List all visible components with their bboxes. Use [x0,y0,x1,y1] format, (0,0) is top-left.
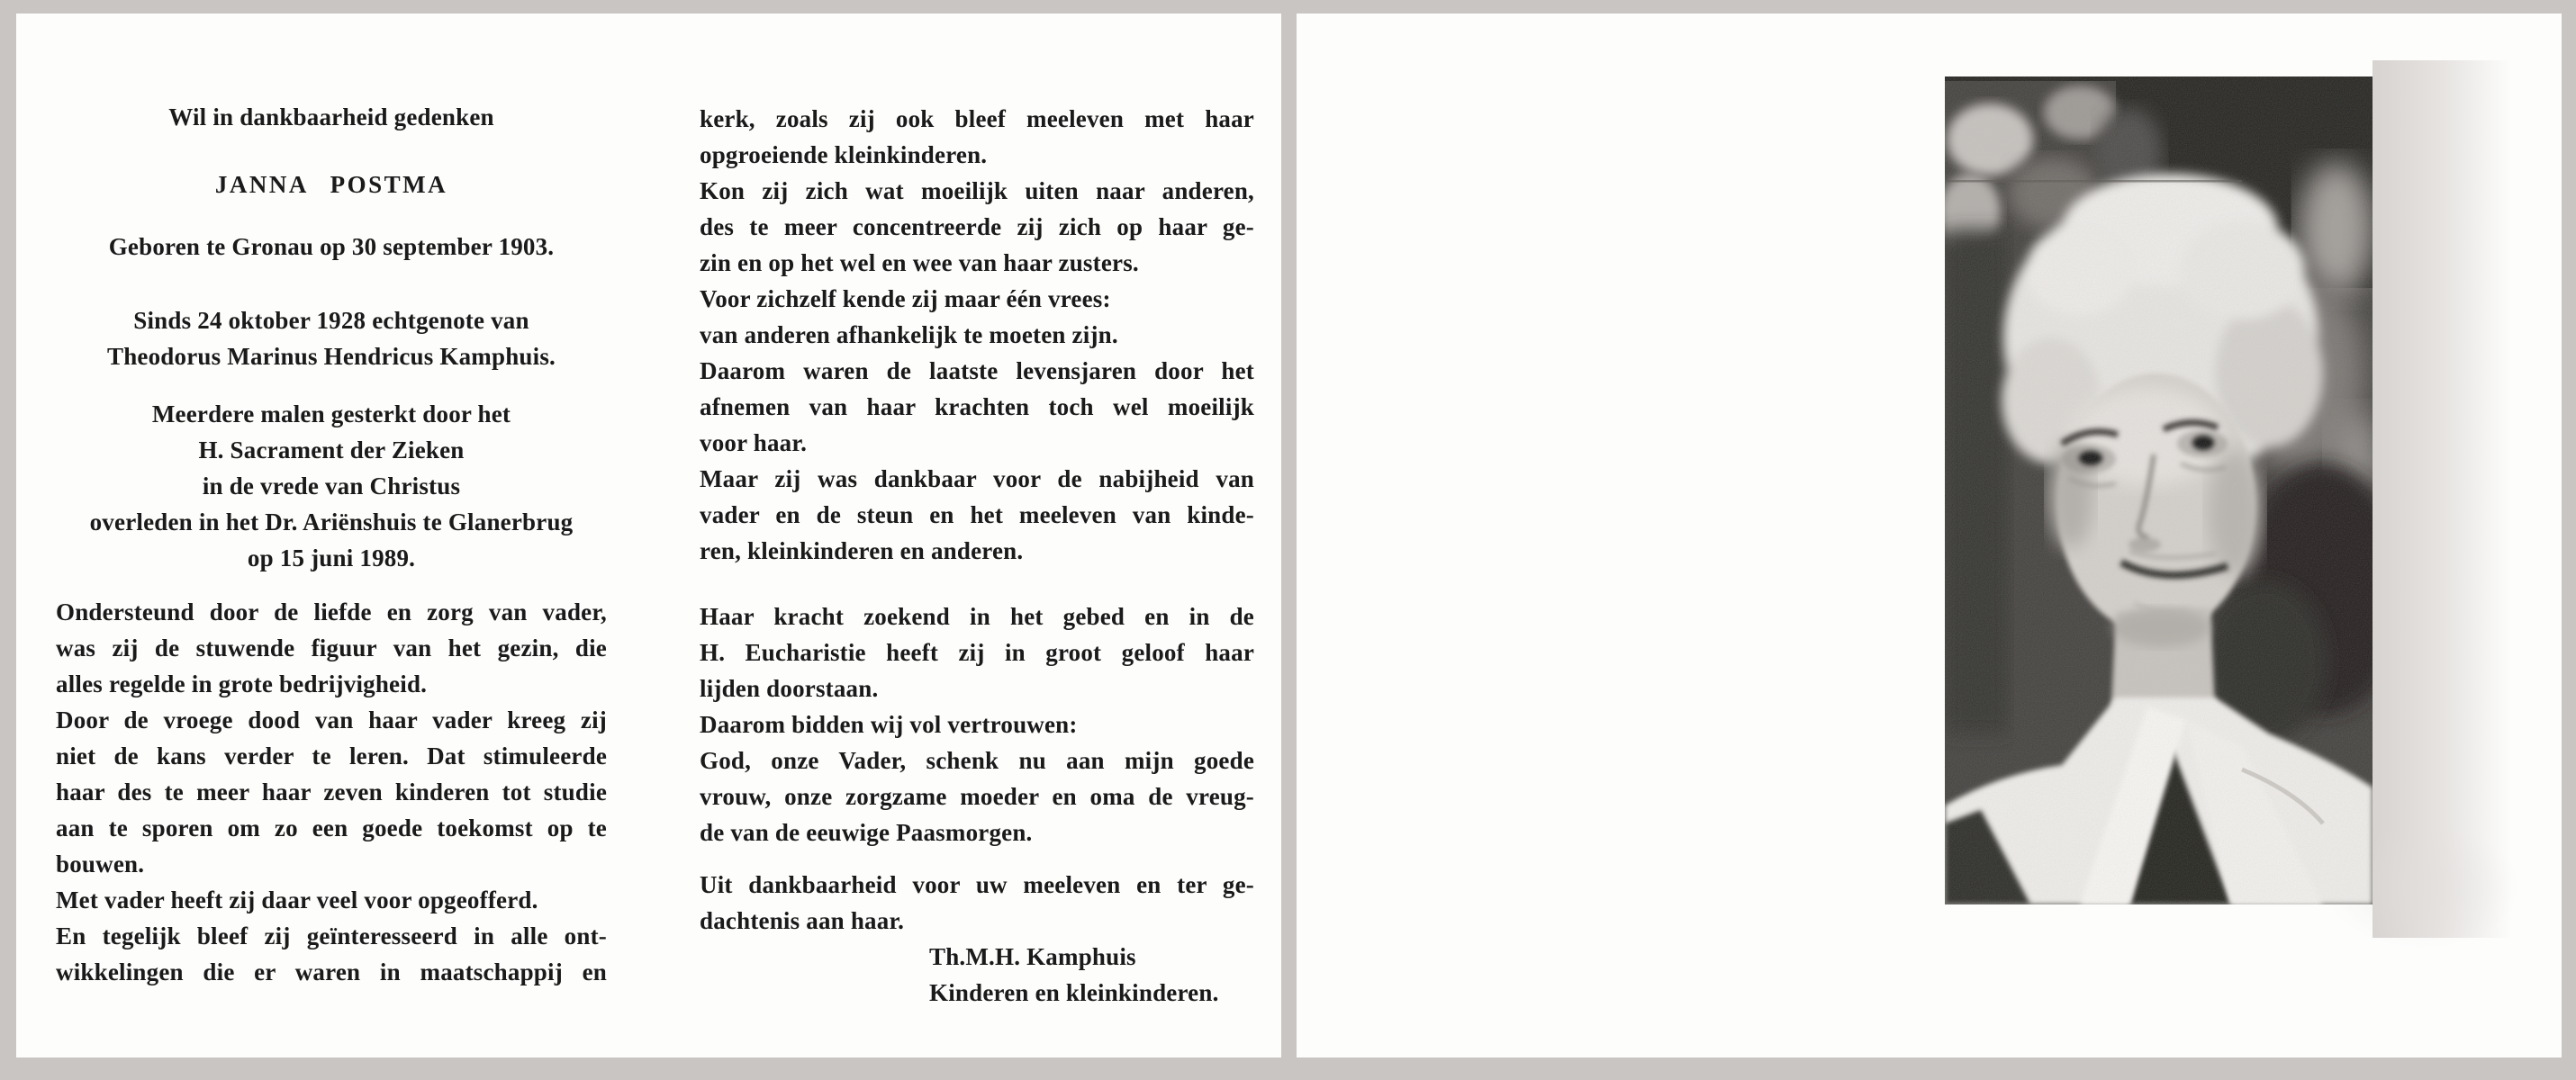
text-line: des te meer concentreerde zij zich op haar ge- [700,213,1254,240]
text-line: Ondersteund door de liefde en zorg van vader, [56,598,607,626]
body-paragraph [700,101,1254,173]
body-paragraph [700,461,1254,569]
text-line: vader en de steun en het meeleven van kinde- [700,501,1254,528]
text-line: wikkelingen die er waren in maatschappij en [56,958,607,986]
text-line: afnemen van haar krachten toch wel moeilijk [700,393,1254,420]
body-paragraph [700,742,1254,850]
text-line: bouwen. [56,850,145,878]
text-line: in de vrede van Christus [202,472,461,500]
text-line: Maar zij was dankbaar voor de nabijheid van [700,465,1254,492]
memorial-photo-page [1297,14,2562,1058]
text-line: opgroeiende kleinkinderen. [700,141,988,168]
text-line: En tegelijk bleef zij geïnteresseerd in alle ont- [56,922,607,950]
memorial-portrait-photo [1945,76,2373,904]
body-paragraph [700,281,1254,317]
text-line: aan te sporen om zo een goede toekomst op te [56,814,607,842]
text-line: voor haar. [700,429,808,456]
text-line: Kon zij zich wat moeilijk uiten naar anderen, [700,177,1254,204]
text-line: vrouw, onze zorgzame moeder en oma de vreug- [700,783,1254,810]
body-paragraph [700,706,1254,742]
text-line: Kinderen en kleinkinderen. [929,979,1219,1006]
text-line: lijden doorstaan. [700,675,879,702]
scan-shadow-band [2373,60,2512,938]
body-paragraph [700,598,1254,706]
body-paragraph [56,594,607,702]
text-line: Haar kracht zoekend in het gebed en in de [700,603,1254,630]
body-paragraph [700,173,1254,281]
text-line: van anderen afhankelijk te moeten zijn. [700,321,1118,348]
text-line: overleden in het Dr. Ariënshuis te Glanerbrug [89,508,574,536]
text-line: zin en op het wel en wee van haar zusters. [700,249,1139,276]
text-column-2 [700,101,1254,1011]
text-line: Geboren te Gronau op 30 september 1903. [108,233,555,260]
text-line: Door de vroege dood van haar vader kreeg zij [56,706,607,734]
body-paragraph [56,702,607,882]
signature-block [929,939,1254,1011]
text-line: Wil in dankbaarheid gedenken [168,104,494,130]
death-lines [56,396,607,576]
body-paragraph [700,317,1254,353]
text-line: JANNA POSTMA [214,171,448,198]
intro-line [56,99,607,135]
text-line: Uit dankbaarheid voor uw meeleven en ter ge- [700,871,1254,898]
photo-scan-artifacts [1945,76,2373,904]
text-line: Meerdere malen gesterkt door het [151,400,511,428]
text-column-1 [56,99,607,990]
text-line: de van de eeuwige Paasmorgen. [700,819,1033,846]
text-line: Sinds 24 oktober 1928 echtgenote van [133,307,529,334]
text-line: haar des te meer haar zeven kinderen tot studie [56,778,607,806]
memorial-text-page [16,14,1281,1058]
text-line: dachtenis aan haar. [700,907,905,934]
text-line: Met vader heeft zij daar veel voor opgeofferd. [56,886,538,914]
text-line: H. Sacrament der Zieken [198,436,465,464]
text-line: was zij de stuwende figuur van het gezin, die [56,634,607,662]
text-line: Voor zichzelf kende zij maar één vrees: [700,285,1111,312]
body-paragraph [56,918,607,990]
text-line: alles regelde in grote bedrijvigheid. [56,670,428,698]
text-line: ren, kleinkinderen en anderen. [700,537,1024,564]
text-line: Daarom bidden wij vol vertrouwen: [700,711,1078,738]
closing-paragraph [700,867,1254,939]
text-line: God, onze Vader, schenk nu aan mijn goede [700,747,1254,774]
deceased-name [56,166,607,202]
text-line: kerk, zoals zij ook bleef meeleven met haar [700,105,1254,132]
text-line: niet de kans verder te leren. Dat stimuleerde [56,742,607,770]
text-line: H. Eucharistie heeft zij in groot geloof haar [700,639,1254,666]
text-line: op 15 juni 1989. [247,544,416,572]
text-line: Theodorus Marinus Hendricus Kamphuis. [106,343,556,370]
text-line: Th.M.H. Kamphuis [929,943,1136,970]
body-paragraph [700,353,1254,461]
birth-line [56,229,607,265]
text-line: Daarom waren de laatste levensjaren door het [700,357,1254,384]
marriage-lines [56,302,607,374]
body-paragraph [56,882,607,918]
